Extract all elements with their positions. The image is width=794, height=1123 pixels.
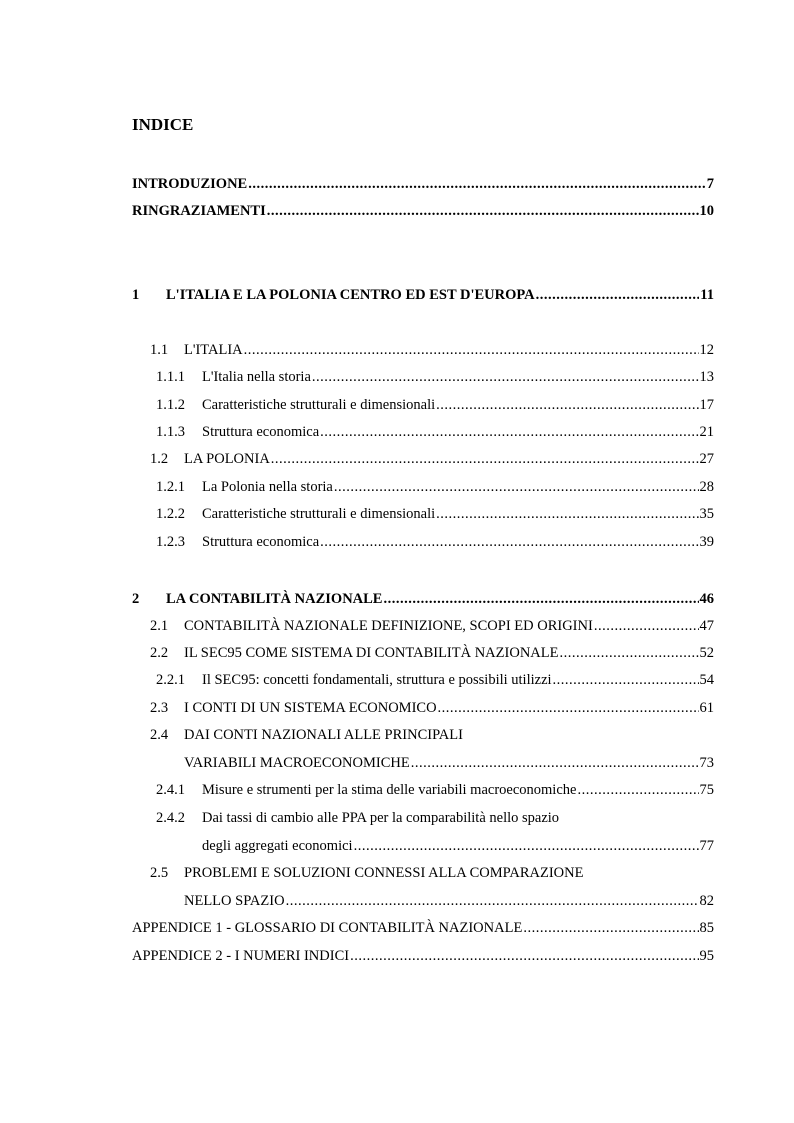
leader-dots xyxy=(312,367,699,387)
toc-entry-introduzione[interactable] xyxy=(132,174,714,194)
leader-dots xyxy=(594,616,699,636)
toc-subsection-1-1-2[interactable] xyxy=(156,395,714,415)
toc-entry-text: DAI CONTI NAZIONALI ALLE PRINCIPALI xyxy=(184,727,463,743)
leader-dots xyxy=(559,643,698,663)
toc-number: 2.4.2 xyxy=(156,810,185,826)
toc-section-1-1[interactable] xyxy=(150,340,714,360)
toc-entry-text: Caratteristiche strutturali e dimensionali xyxy=(202,506,436,522)
toc-entry-text: L'ITALIA xyxy=(184,342,243,358)
toc-number: 1.2 xyxy=(150,451,169,467)
toc-number: 2.4 xyxy=(150,727,169,743)
toc-page-number: 27 xyxy=(699,451,714,467)
toc-entry-text: Struttura economica xyxy=(202,534,320,550)
toc-section-2-3[interactable] xyxy=(150,698,714,718)
toc-number: 2.4.1 xyxy=(156,782,185,798)
toc-page-number: 77 xyxy=(699,838,714,854)
toc-subsection-1-2-2[interactable] xyxy=(156,504,714,524)
page-title: INDICE xyxy=(132,115,194,134)
leader-dots xyxy=(286,891,699,911)
leader-dots xyxy=(244,340,699,360)
toc-page-number: 17 xyxy=(699,397,714,413)
toc-section-2-2[interactable] xyxy=(150,643,714,663)
toc-appendix-1[interactable] xyxy=(132,918,714,938)
toc-entry-text: La Polonia nella storia xyxy=(202,479,333,495)
toc-page-number: 47 xyxy=(699,618,714,634)
toc-number: 1 xyxy=(132,287,140,303)
toc-entry-text: Misure e strumenti per la stima delle variabili macroeconomiche xyxy=(202,782,577,798)
toc-entry-ringraziamenti[interactable] xyxy=(132,201,714,221)
toc-page-number: 35 xyxy=(699,506,714,522)
toc-number: 2.1 xyxy=(150,618,169,634)
leader-dots xyxy=(438,698,699,718)
toc-page-number: 85 xyxy=(699,920,714,936)
toc-entry-text: PROBLEMI E SOLUZIONI CONNESSI ALLA COMPARAZIONE xyxy=(184,865,584,881)
toc-number: 2 xyxy=(132,591,140,607)
toc-entry-text: I CONTI DI UN SISTEMA ECONOMICO xyxy=(184,700,437,716)
toc-entry-text: Caratteristiche strutturali e dimensionali xyxy=(202,397,436,413)
toc-entry-text: Dai tassi di cambio alle PPA per la comparabilità nello spazio xyxy=(202,810,560,826)
toc-number: 2.2.1 xyxy=(156,672,185,688)
leader-dots xyxy=(553,670,699,690)
toc-entry-text: NELLO SPAZIO xyxy=(184,893,285,909)
toc-number: 1.1.1 xyxy=(156,369,185,385)
toc-page-number: 82 xyxy=(699,893,714,909)
toc-page-number: 75 xyxy=(699,782,714,798)
toc-subsection-2-4-2-first-line[interactable] xyxy=(156,808,559,828)
toc-entry-text: L'Italia nella storia xyxy=(202,369,311,385)
toc-page-number: 73 xyxy=(699,755,714,771)
toc-entry-text: CONTABILITÀ NAZIONALE DEFINIZIONE, SCOPI ED ORIGINI xyxy=(184,618,593,634)
leader-dots xyxy=(436,504,698,524)
leader-dots xyxy=(383,589,698,609)
toc-chapter-2[interactable] xyxy=(132,589,714,609)
toc-page-number: 39 xyxy=(699,534,714,550)
leader-dots xyxy=(354,836,699,856)
toc-number: 1.2.3 xyxy=(156,534,185,550)
toc-entry-text: L'ITALIA E LA POLONIA CENTRO ED EST D'EUROPA xyxy=(166,287,535,303)
toc-section-2-5[interactable] xyxy=(184,891,714,911)
leader-dots xyxy=(411,753,699,773)
leader-dots xyxy=(350,946,698,966)
toc-section-2-1[interactable] xyxy=(150,616,714,636)
toc-entry-text: RINGRAZIAMENTI xyxy=(132,203,266,219)
leader-dots xyxy=(536,285,700,305)
toc-number: 1.2.1 xyxy=(156,479,185,495)
leader-dots xyxy=(267,201,699,221)
toc-page-number: 12 xyxy=(699,342,714,358)
toc-subsection-1-2-1[interactable] xyxy=(156,477,714,497)
toc-entry-text: LA POLONIA xyxy=(184,451,270,467)
toc-page-number: 54 xyxy=(699,672,714,688)
toc-page-number: 11 xyxy=(700,287,714,303)
leader-dots xyxy=(271,449,699,469)
leader-dots xyxy=(523,918,698,938)
toc-number: 1.2.2 xyxy=(156,506,185,522)
leader-dots xyxy=(320,532,698,552)
toc-number: 2.5 xyxy=(150,865,169,881)
toc-subsection-2-2-1[interactable] xyxy=(156,670,714,690)
toc-entry-text: APPENDICE 2 - I NUMERI INDICI xyxy=(132,948,350,964)
toc-section-2-4[interactable] xyxy=(184,753,714,773)
toc-number: 2.2 xyxy=(150,645,169,661)
toc-page-number: 52 xyxy=(699,645,714,661)
toc-appendix-2[interactable] xyxy=(132,946,714,966)
toc-page-number: 61 xyxy=(699,700,714,716)
leader-dots xyxy=(334,477,699,497)
toc-page-number: 21 xyxy=(699,424,714,440)
leader-dots xyxy=(248,174,706,194)
toc-number: 1.1 xyxy=(150,342,169,358)
toc-entry-text: degli aggregati economici xyxy=(202,838,353,854)
toc-page-number: 28 xyxy=(699,479,714,495)
toc-entry-text: IL SEC95 COME SISTEMA DI CONTABILITÀ NAZIONALE xyxy=(184,645,559,661)
toc-subsection-2-4-2[interactable] xyxy=(202,836,714,856)
toc-subsection-1-1-1[interactable] xyxy=(156,367,714,387)
toc-entry-text: APPENDICE 1 - GLOSSARIO DI CONTABILITÀ NAZIONALE xyxy=(132,920,523,936)
toc-page-number: 7 xyxy=(706,176,714,192)
toc-page-number: 10 xyxy=(699,203,714,219)
leader-dots xyxy=(577,780,698,800)
leader-dots xyxy=(436,395,698,415)
toc-entry-text: VARIABILI MACROECONOMICHE xyxy=(184,755,410,771)
toc-number: 1.1.3 xyxy=(156,424,185,440)
toc-page-number: 13 xyxy=(699,369,714,385)
toc-number: 1.1.2 xyxy=(156,397,185,413)
toc-page-number: 95 xyxy=(699,948,714,964)
toc-entry-text: LA CONTABILITÀ NAZIONALE xyxy=(166,591,383,607)
toc-entry-text: Struttura economica xyxy=(202,424,320,440)
toc-number: 2.3 xyxy=(150,700,169,716)
toc-subsection-1-1-3[interactable] xyxy=(156,422,714,442)
toc-subsection-1-2-3[interactable] xyxy=(156,532,714,552)
leader-dots xyxy=(320,422,698,442)
toc-section-2-4-first-line[interactable] xyxy=(150,725,463,745)
toc-page-number: 46 xyxy=(699,591,714,607)
toc-chapter-1[interactable] xyxy=(132,285,714,305)
toc-entry-text: INTRODUZIONE xyxy=(132,176,248,192)
toc-section-1-2[interactable] xyxy=(150,449,714,469)
toc-entry-text: Il SEC95: concetti fondamentali, struttura e possibili utilizzi xyxy=(202,672,552,688)
toc-section-2-5-first-line[interactable] xyxy=(150,863,583,883)
toc-subsection-2-4-1[interactable] xyxy=(156,780,714,800)
